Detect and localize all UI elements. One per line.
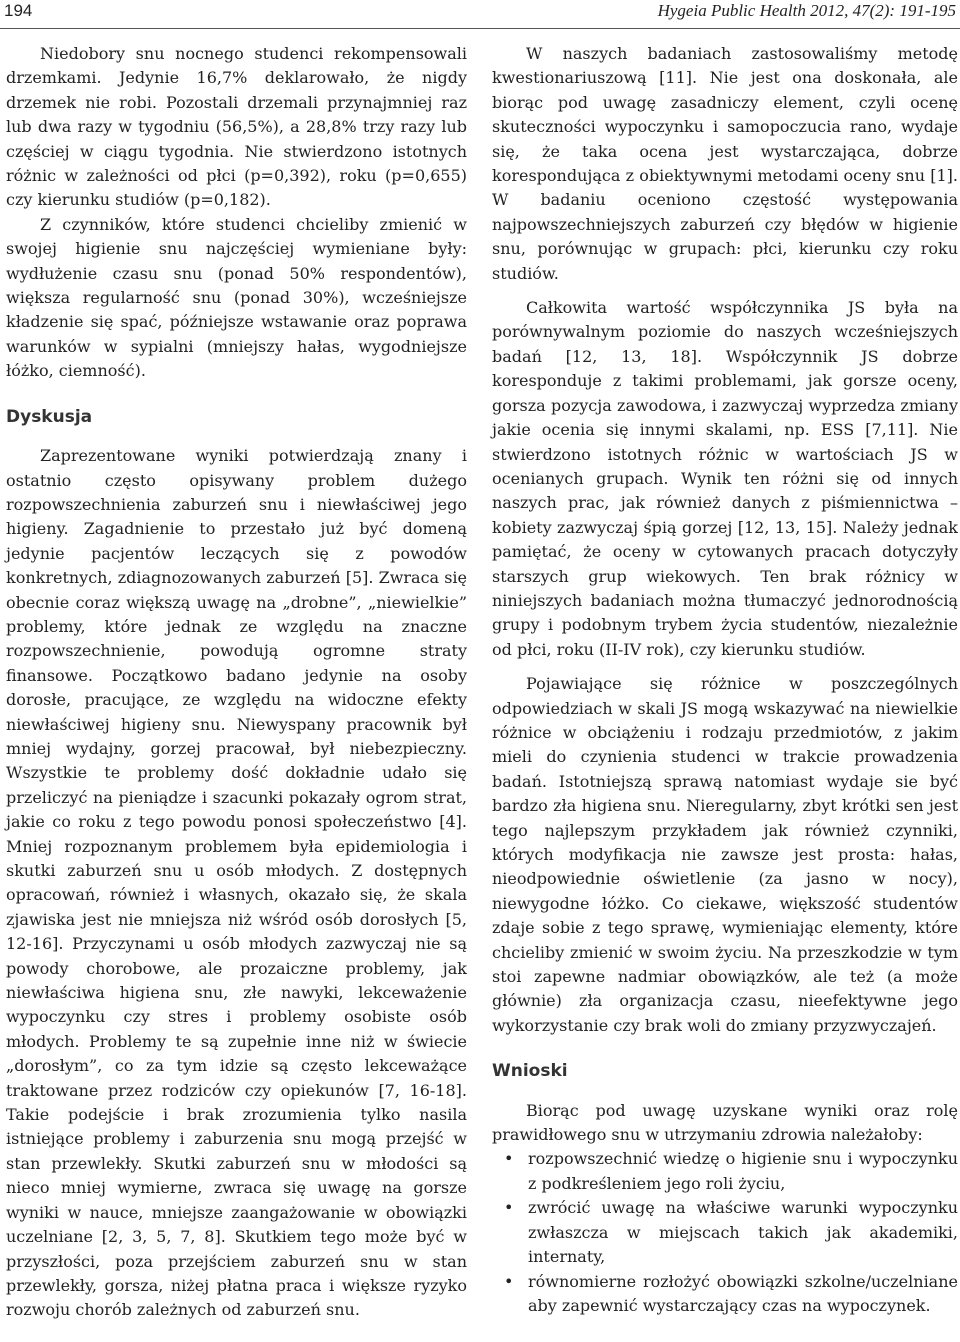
paragraph-method: W naszych badaniach zastosowaliśmy metodę kwestionariuszową [11]. Nie jest ona doskonała, ale biorąc pod uwagę zasadniczy element, czyli ocenę skuteczności wypoczynku i samopoczucia rano, wydaje się, że taka ocena jest wystarczająca, dobrze korespondująca z obiektywnymi metodami oceny snu [1]. W badaniu oceniono częstość występowania najpowszechniejszych zaburzeń czy błędów w higienie snu, porównując w grupach: płci, kierunku czy roku studiów. xyxy=(492,44,958,283)
list-item: • równomierne rozłożyć obowiązki szkolne/uczelniane aby zapewnić wystarczający czas na wypoczynek. xyxy=(492,1270,958,1319)
paragraph-differences: Pojawiające się różnice w poszczególnych odpowiedziach w skali JS mogą wskazywać na niewielkie różnice w obciążeniu i rodzaju przedmiotów, z jakim mieli do czynienia studenci w trakcie prowadzenia badań. Istotniejszą sprawą natomiast wydaje sie być bardzo zła higiena snu. Nieregularny, zbyt krótki sen jest tego najlepszym przykładem jak również czynniki, których modyfikacja nie zawsze jest prosta: hałas, nieodpowiednie oświetlenie (za jasno w nocy), niewygodne łóżko. Co ciekawe, większość studentów zdaje sobie z tego sprawę, wymieniając elementy, które chcieliby zmienić w swoim życiu. Na przeszkodzie w tym stoi zapewne nadmiar obowiązków, ale też (a może głównie) zła organizacja czasu, nieefektywne jego wykorzystanie czy brak woli do zmiany przyzwyczajeń. xyxy=(492,674,958,1035)
section-heading-discussion: Dyskusja xyxy=(6,406,93,427)
list-item: • rozpowszechnić wiedzę o higienie snu i wypoczynku z podkreśleniem jego roli życiu, xyxy=(492,1147,958,1196)
paragraph-factors: Z czynników, które studenci chcieliby zmienić w swojej higienie snu najczęściej wymieniane były: wydłużenie czasu snu (ponad 50% respondentów), większa regularność snu (ponad 30%), wcześniejsze kładzenie się spać, późniejsze wstawanie oraz poprawa warunków w sypialni (mniejszy hałas, wygodniejsze łóżko, ciemność). xyxy=(6,214,467,381)
left-column xyxy=(6,42,467,1323)
paragraph-conclusions-intro: Biorąc pod uwagę uzyskane wyniki oraz rolę prawidłowego snu w utrzymaniu zdrowia należałoby: xyxy=(492,1100,958,1145)
page-number: 194 xyxy=(4,1,33,20)
right-column xyxy=(492,42,958,1318)
journal-reference: Hygeia Public Health 2012, 47(2): 191-195 xyxy=(657,1,956,20)
paragraph-js-coefficient: Całkowita wartość współczynnika JS była na porównywalnym poziomie do naszych wcześniejszych badań [12, 13, 18]. Współczynnik JS dobrze koresponduje z takimi problemami, jak gorsze oceny, gorsza pozycja zawodowa, i zazwyczaj wyprzedza zmiany jakie ocenia się innymi skalami, np. ESS [7,11]. Nie stwierdzono istotnych różnic w wartościach JS w ocenianych grupach. Wynik ten różni się od innych naszych prac, jak również danych z piśmiennictwa – kobiety zazwyczaj śpią gorzej [12, 13, 15]. Należy jednak pamiętać, że oceny w cytowanych pracach dotyczyły starszych grup wiekowych. Ten brak różnicy w niniejszych badaniach można tłumaczyć jednorodnością grupy i podobnym trybem życia studentów, niezależnie od płci, roku (II-IV rok), czy kierunku studiów. xyxy=(492,298,958,659)
paragraph-naps: Niedobory snu nocnego studenci rekompensowali drzemkami. Jedynie 16,7% deklarowało, że nigdy drzemek nie robi. Pozostali drzemali przynajmniej raz lub dwa razy w tygodniu (56,5%), a 28,8% trzy razy lub częściej w ciągu tygodnia. Nie stwierdzono istotnych różnic w zależności od płci (p=0,392), roku (p=0,655) czy kierunku studiów (p=0,182). xyxy=(6,44,467,210)
section-heading-conclusions: Wnioski xyxy=(492,1061,568,1082)
paragraph-discussion: Zaprezentowane wyniki potwierdzają znany i ostatnio często opisywany problem dużego rozpowszechnienia zaburzeń snu i niewłaściwej jego higieny. Zagadnienie to przestało już być domeną jedynie pacjentów leczących się z powodów konkretnych, zdiagnozowanych zaburzeń [5]. Zwraca się obecnie coraz większą uwagę na „drobne”, „niewielkie” problemy, które jednak ze względu na znaczne rozpowszechnienie, powodują ogromne straty finansowe. Początkowo badano jedynie na osoby dorosłe, pracujące, ze względu na widoczne efekty niewłaściwej higieny snu. Niewyspany pracownik był mniej wydajny, gorzej pracował, był niebezpieczny. Wszystkie te problemy dość dokładnie udało się przeliczyć na pieniądze i szacunki pokazały ogrom strat, jakie co roku z tego powodu ponosi społeczeństwo [4]. Mniej rozpoznanym problemem była epidemiologia i skutki zaburzeń snu u osób młodych. Z dostępnych opracowań, również i własnych, okazało się, że skala zjawiska jest nie mniejsza niż wśród osób dorosłych [5, 12-16]. Przyczynami u osób młodych zazwyczaj nie są powody chorobowe, ale prozaiczne problemy, jak niewłaściwa higiena snu, złe nawyki, lekceważenie wypoczynku czy stres i problemy osobiste osób młodych. Problemy te są zupełnie inne niż w świecie „dorosłym”, co za tym idzie są często lekceważące traktowane przez rodziców czy opiekunów [7, 16-18]. Takie podejście i brak zrozumienia tylko nasila istniejące problemy i zaburzenia snu mogą przejść w stan przewlekły. Skutki zaburzeń snu w młodości są nieco mniej wymierne, zwraca się uwagę na gorsze wyniki w nauce, mniejsze zaangażowanie w obowiązki uczelniane [2, 3, 5, 7, 8]. Skutkiem tego może być w przyszłości, poza przejściem zaburzeń snu w stan przewlekły, gorsza, niżej płatna praca i większe ryzyko rozwoju chorób zależnych od zaburzeń snu. xyxy=(6,446,467,1320)
list-item: • zwrócić uwagę na właściwe warunki wypoczynku zwłaszcza w miejscach takich jak akademiki, internaty, xyxy=(492,1196,958,1269)
page-header xyxy=(0,0,960,29)
conclusions-list xyxy=(492,1147,958,1318)
